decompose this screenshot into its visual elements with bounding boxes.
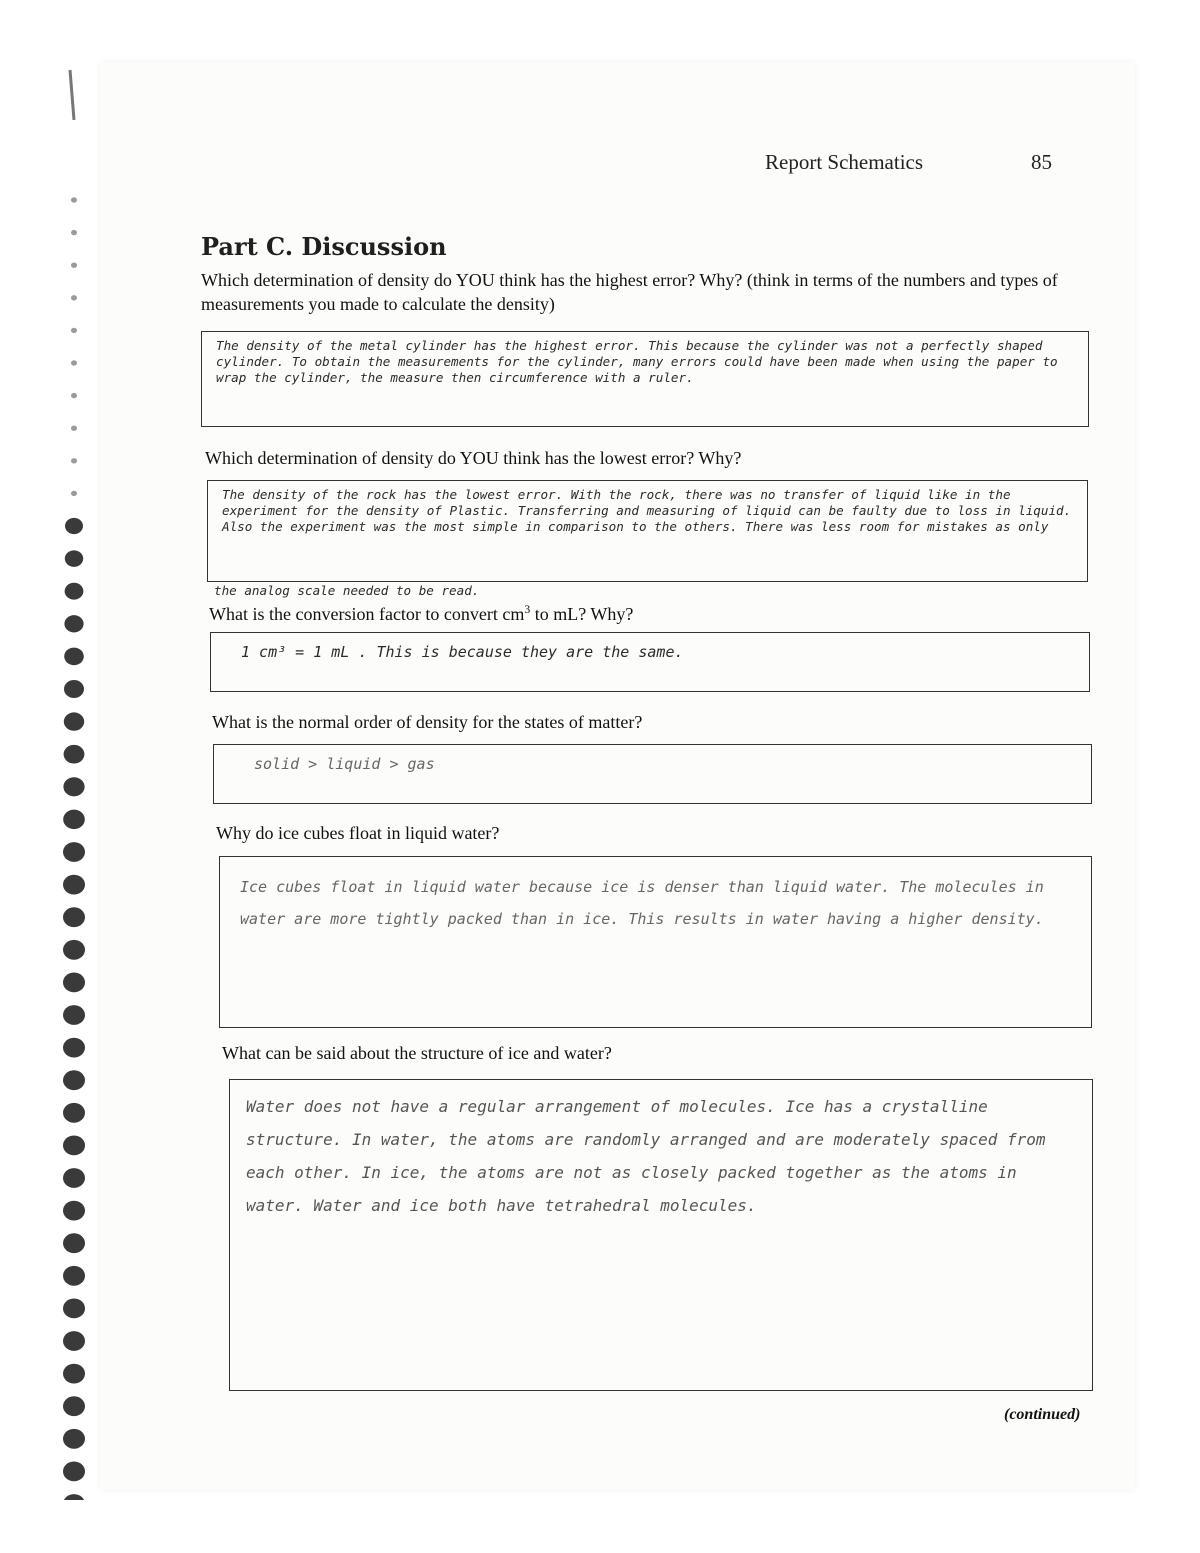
- spiral-ring: [63, 1462, 85, 1482]
- spiral-ring: [71, 393, 77, 398]
- question-3-prompt: [209, 598, 1089, 626]
- question-3-prompt-before: What is the conversion factor to convert cm: [209, 604, 525, 624]
- page-number: 85: [1031, 150, 1052, 174]
- spiral-ring: [63, 1136, 85, 1156]
- spiral-ring: [63, 907, 85, 927]
- answer-4-text: solid > liquid > gas: [254, 755, 435, 773]
- answer-box-6[interactable]: [229, 1079, 1093, 1391]
- question-3-prompt-after: to mL? Why?: [530, 604, 634, 624]
- answer-5-text: Ice cubes float in liquid water because ice is denser than liquid water. The molecules in water are more tightly packed than in ice. This results in water having a higher density.: [240, 878, 1044, 928]
- spiral-ring: [71, 491, 77, 496]
- question-1-prompt: Which determination of density do YOU think has the highest error? Why? (think in terms of the numbers and types of measurements you made to calculate the density): [201, 270, 1058, 314]
- spiral-ring: [71, 230, 77, 235]
- answer-2-text: The density of the rock has the lowest error. With the rock, there was no transfer of liquid like in the experiment for the density of Plastic. Transferring and measuring of liquid can be faulty due to loss in liquid. Also the experiment was the most simple in comparison to the others. There was less room for mistakes as only: [222, 487, 1072, 534]
- spiral-ring: [71, 197, 77, 202]
- spiral-ring: [63, 1299, 85, 1319]
- answer-2-overflow-text: the analog scale needed to be read.: [214, 583, 480, 598]
- section-title: Part C. Discussion: [201, 232, 447, 261]
- spiral-ring: [63, 940, 85, 960]
- question-6-prompt: What can be said about the structure of ice and water?: [222, 1043, 612, 1063]
- spiral-ring: [63, 1429, 85, 1449]
- answer-box-2[interactable]: [207, 480, 1088, 582]
- spiral-ring: [64, 745, 85, 764]
- spiral-ring: [63, 1038, 85, 1058]
- spiral-ring: [71, 328, 77, 333]
- spiral-ring: [63, 1331, 85, 1351]
- spiral-ring: [65, 550, 83, 567]
- spiral-ring: [63, 842, 85, 862]
- spiral-ring: [63, 1233, 85, 1253]
- answer-1-text: The density of the metal cylinder has the highest error. This because the cylinder was not a perfectly shaped cylinder. To obtain the measurements for the cylinder, many errors could have been made when using the paper to wrap the cylinder, the measure then circumference with a ruler.: [216, 338, 1058, 385]
- spiral-binding: [56, 60, 106, 1500]
- question-4-prompt: What is the normal order of density for the states of matter?: [212, 712, 643, 732]
- spiral-ring: [65, 518, 83, 534]
- spiral-ring: [63, 777, 84, 796]
- answer-box-1[interactable]: [201, 331, 1089, 427]
- spiral-ring: [71, 263, 77, 268]
- spiral-ring: [63, 1494, 85, 1500]
- question-5-prompt: Why do ice cubes float in liquid water?: [216, 823, 500, 843]
- spiral-ring: [63, 810, 85, 829]
- continued-note: (continued): [1004, 1406, 1081, 1423]
- question-2-prompt: Which determination of density do YOU think has the lowest error? Why?: [205, 448, 742, 468]
- answer-box-5[interactable]: [219, 856, 1092, 1028]
- answer-box-4[interactable]: [213, 744, 1092, 804]
- spiral-ring: [71, 360, 77, 365]
- spiral-ring: [63, 1103, 85, 1123]
- answer-3-text: 1 cm³ = 1 mL . This is because they are the same.: [241, 643, 684, 661]
- spiral-ring: [63, 1070, 85, 1090]
- spiral-ring: [65, 583, 84, 600]
- spiral-ring: [63, 875, 85, 895]
- spiral-ring: [64, 680, 84, 698]
- spiral-ring: [64, 615, 83, 632]
- spiral-ring: [71, 458, 77, 463]
- spiral-ring: [63, 1364, 85, 1384]
- spiral-ring: [71, 295, 77, 300]
- answer-box-3[interactable]: [210, 632, 1090, 692]
- spiral-ring: [63, 1201, 85, 1221]
- spiral-ring: [64, 712, 84, 730]
- answer-6-text: Water does not have a regular arrangement of molecules. Ice has a crystalline structure. In water, the atoms are randomly arranged and are moderately spaced from each other. In ice, the atoms are not as closely packed together as the atoms in water. Water and ice both have tetrahedral molecules.: [246, 1097, 1046, 1215]
- spiral-ring: [63, 1168, 85, 1188]
- spiral-ring: [63, 1266, 85, 1286]
- question-3-prompt-sup: 3: [524, 603, 531, 616]
- spiral-ring: [64, 648, 84, 666]
- spiral-ring: [63, 1005, 85, 1025]
- spiral-ring: [63, 973, 85, 993]
- spiral-ring: [71, 426, 77, 431]
- spiral-ring: [63, 1396, 85, 1416]
- running-header: Report Schematics: [765, 150, 924, 174]
